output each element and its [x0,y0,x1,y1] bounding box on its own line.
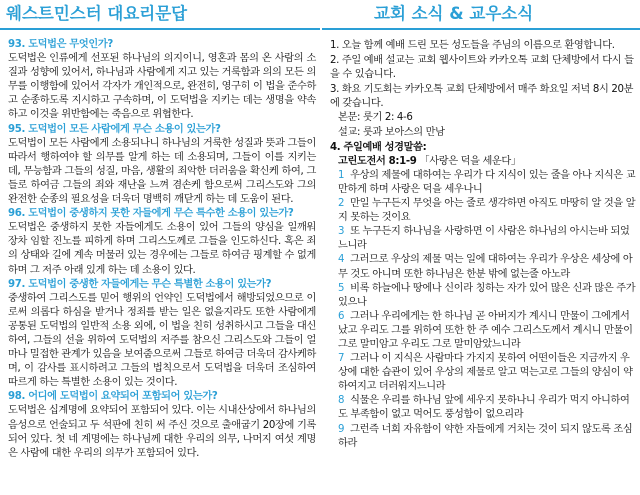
news-title: 교회 소식 & 교우소식 [322,0,640,30]
verse-number: 8 [338,395,345,407]
question: 96. 도덕법이 중생하지 못한 자들에게 무슨 특수한 소용이 있는가? [8,208,294,220]
news-text: 주일 예배 설교는 교회 웹사이트와 카카오톡 교회 단체방에서 다시 들을 수 있습니다. [330,55,634,81]
news-number: 4. [330,141,341,153]
verse [330,282,636,310]
verse-number: 5 [338,282,345,294]
scripture-heading [330,141,636,155]
news-column [322,0,640,495]
verse [330,253,636,281]
sermon-text-line: 본문: 룻기 2: 4-6 [338,112,413,124]
question: 93. 도덕법은 무엇인가? [8,39,113,50]
verse-number: 2 [338,198,345,210]
verse [330,169,636,197]
scripture-subtitle: 「사랑은 덕을 세운다」 [419,155,521,167]
verse [330,423,636,451]
scripture-ref: 고린도전서 8:1-9 [338,155,417,167]
news-number: 2. [330,55,340,67]
verse [330,197,636,225]
verse-number: 9 [338,423,345,435]
verse-number: 3 [338,226,345,238]
news-text: 오늘 함께 예배 드린 모든 성도들을 주님의 이름으로 환영합니다. [341,40,615,51]
news-text: 화요 기도회는 카카오톡 교회 단체방에서 매주 화요일 저녁 8시 20분에 갖습니다. [330,84,634,110]
scripture-heading-label: 주일예배 성경말씀: [343,141,427,153]
catechism-title: 웨스트민스터 대요리문답 [0,0,320,30]
verse-number: 1 [338,169,345,181]
verse-text: 만일 누구든지 무엇을 아는 줄로 생각하면 아직도 마땅히 알 것을 알지 못하는 것이요 [338,198,636,224]
verse-text: 비록 하늘에나 땅에나 신이라 칭하는 자가 있어 많은 신과 많은 주가 있으나 [338,282,636,308]
verse-text: 그러므로 우상의 제물 먹는 일에 대하여는 우리가 우상은 세상에 아무 것도 아니며 또한 하나님은 한분 밖에 없는줄 아노라 [338,254,633,280]
news-number: 1. [330,40,340,51]
news-item [330,54,636,82]
verse-text: 그러나 이 지식은 사람마다 가지지 못하여 어떤이들은 지금까지 우상에 대한 습관이 있어 우상의 제물로 알고 먹는고로 그들의 양심이 약하여지고 더러워지느니라 [338,353,633,393]
verse-text: 또 누구든지 하나님을 사랑하면 이 사람은 하나님의 아시는바 되었느니라 [338,226,630,252]
qa-item [8,207,316,277]
question: 95. 도덕법이 모든 사람에게 무슨 소용이 있는가? [8,123,221,135]
answer: 도덕법은 십계명에 요약되어 포함되어 있다. 이는 시내산상에서 하나님의 음성으로 언술되고 두 석판에 친히 써 주신 것으로 출애굽기 20장에 기록되어 있다. 첫 네 계명에는 하나님께 대한 우리의 의무, 나머지 여섯 계명은 사람에 대한 우리의 의무가 포함되어 있다. [8,405,316,459]
qa-item [8,38,316,123]
answer: 도덕법은 인류에게 선포된 하나님의 의지이니, 영혼과 몸의 온 사람의 소질과 성향에 있어서, 하나님과 사람에게 지고 있는 거룩함과 의의 모든 의무를 이행함에 있어서 각자가 개인적으로, 완전히, 영구히 이 법을 준수하고 순종하도록 지시하고 구속하며, 이 도덕법을 지키는 데는 생명을 약속하고 이것을 위반함에는 죽음으로 위협한다. [8,53,316,121]
answer: 중생하여 그리스도를 믿어 행위의 언약인 도덕법에서 해방되었으므로 이로써 의롭다 하심을 받거나 정죄를 받는 일은 없을지라도 또한 사람에게 공통된 도덕법의 일반적 소용 외에, 이 법을 친히 성취하시고 그들을 대신하여, 그들의 선을 위하여 도덕법의 저주를 참으신 그리스도와 그들이 얼마나 밀접한 관계가 있음을 보여줌으로써 그들로 하여금 더욱더 감사케하며, 이 감사를 표시하려고 그들의 법칙으로서 도덕법을 더욱더 조심하여 따르게 하는 특별한 소용이 있는 것이다. [8,292,316,389]
verse-text: 우상의 제물에 대하여는 우리가 다 지식이 있는 줄을 아나 지식은 교만하게 하며 사랑은 덕을 세우나니 [338,169,636,195]
question: 98. 어디에 도덕법이 요약되어 포함되어 있는가? [8,391,218,403]
news-item [330,83,636,111]
question: 97. 도덕법이 중생한 자들에게는 무슨 특별한 소용이 있는가? [8,278,272,290]
news-number: 3. [330,84,340,96]
sermon-title-line: 설교: 룻과 보아스의 만남 [338,126,445,138]
verse-text: 그런즉 너희 자유함이 약한 자들에게 거치는 것이 되지 않도록 조심하라 [338,423,633,449]
news-item [330,39,636,53]
qa-item [8,390,316,460]
verse [330,225,636,253]
verse [330,394,636,422]
answer: 도덕법이 모든 사람에게 소용되나니 하나님의 거룩한 성질과 뜻과 그들이 따라서 행하여야 할 의무를 알게 하는 데 소용되며, 그들이 이를 지키는데, 무능함과 그들의 성질, 마음, 생활의 죄악한 더러움을 확신케 하여, 그들로 하여금 그들의 죄와 재난을 느껴 겸손케 함으로써 그리스도와 그의 완전한 순종의 필요성을 더욱더 명백히 깨닫게 하는 데 도움이 된다. [8,137,316,206]
qa-item [8,278,316,391]
verse [330,310,636,352]
verse-text: 그러나 우리에게는 한 하나님 곧 아버지가 계시니 만물이 그에게서 났고 우리도 그를 위하여 또한 한 주 예수 그리스도께서 계시니 만물이 그로 말미암고 우리도 그로 말미암았느니라 [338,310,633,350]
qa-item [8,123,316,208]
verse-number: 7 [338,353,345,365]
verse-number: 6 [338,310,345,322]
scripture-reference [330,155,636,169]
verse-number: 4 [338,254,345,266]
verse-text: 식물은 우리를 하나님 앞에 세우지 못하나니 우리가 먹지 아니하여도 부족함이 없고 먹어도 풍성함이 없으리라 [338,395,630,421]
verse [330,352,636,394]
answer: 도덕법은 중생하지 못한 자들에게도 소용이 있어 그들의 양심을 일깨워 장차 임할 진노를 피하게 하며 그리스도께로 그들을 인도하신다. 혹은 죄의 상태와 길에 계속 머물러 있는 경우에는 그들로 하여금 핑계할 수 없게 하며 그 저주 아래 있게 하는 데 소용이 있다. [8,222,316,276]
